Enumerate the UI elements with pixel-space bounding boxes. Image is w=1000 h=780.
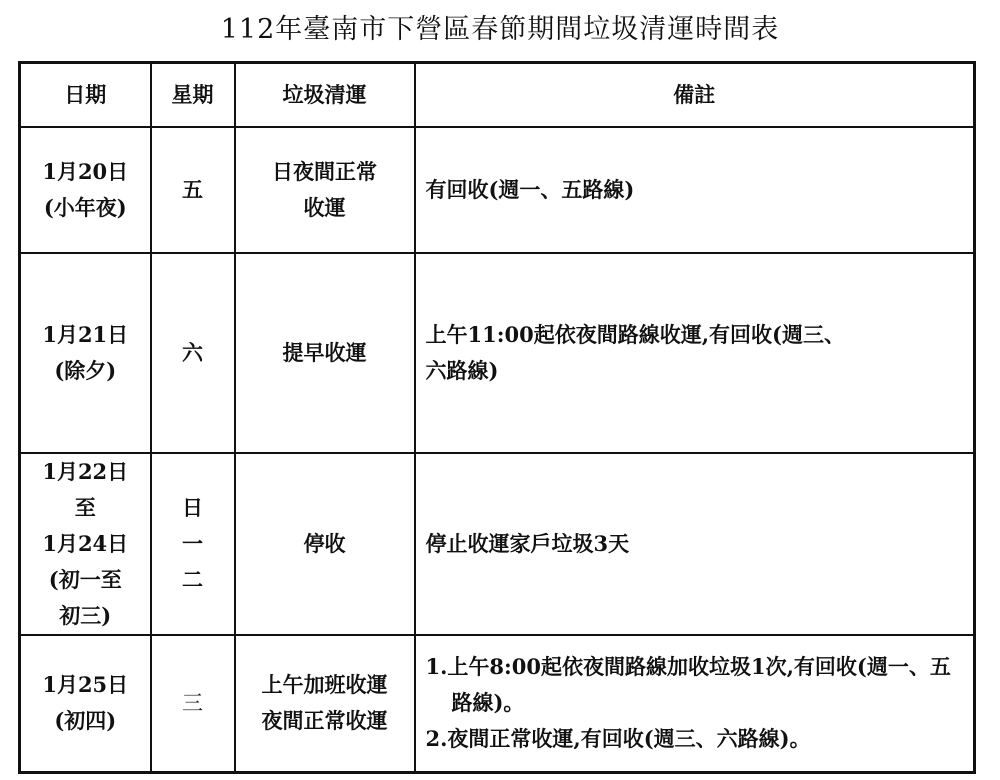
date-line: (小年夜) xyxy=(43,194,127,220)
collection-cell xyxy=(235,253,415,453)
collection-cell xyxy=(235,635,415,773)
table-row xyxy=(20,127,975,253)
date-line: 1月21日 xyxy=(42,321,129,347)
collection-line: 收運 xyxy=(303,194,346,220)
date-line: (初四) xyxy=(54,708,117,734)
collection-line: 提早收運 xyxy=(282,339,367,365)
date-cell xyxy=(20,635,151,773)
weekday-cell xyxy=(151,635,235,773)
weekday-line: 二 xyxy=(182,566,203,592)
collection-cell xyxy=(235,453,415,635)
header-collection: 垃圾清運 xyxy=(235,63,415,127)
date-line: 1月25日 xyxy=(42,672,129,698)
weekday-line: 五 xyxy=(182,176,203,202)
note-line: 上午11:00起依夜間路線收運,有回收(週三、 xyxy=(425,321,845,347)
weekday-cell xyxy=(151,453,235,635)
note-cell xyxy=(415,127,975,253)
table-header-row xyxy=(20,63,975,127)
header-weekday: 星期 xyxy=(151,63,235,127)
table-row xyxy=(20,453,975,635)
weekday-line: 三 xyxy=(182,691,203,716)
page-title: 112年臺南市下營區春節期間垃圾清運時間表 xyxy=(220,14,780,45)
date-line: 至 xyxy=(74,494,96,520)
note-item: 2.夜間正常收運,有回收(週三、六路線)。 xyxy=(425,726,811,752)
date-line: 1月22日 xyxy=(42,458,129,484)
collection-line: 停收 xyxy=(303,530,346,556)
schedule-table xyxy=(18,61,976,774)
header-note: 備註 xyxy=(415,63,975,127)
collection-line: 上午加班收運 xyxy=(261,672,388,698)
header-date: 日期 xyxy=(20,63,151,127)
date-line: (初一至 xyxy=(48,566,122,592)
weekday-cell xyxy=(151,127,235,253)
weekday-cell xyxy=(151,253,235,453)
collection-line: 夜間正常收運 xyxy=(261,708,388,734)
note-line: 停止收運家戶垃圾3天 xyxy=(425,530,630,556)
date-line: (除夕) xyxy=(54,357,117,383)
note-line: 六路線) xyxy=(425,357,499,383)
note-item: 1.上午8:00起依夜間路線加收垃圾1次,有回收(週一、五路線)。 xyxy=(425,654,951,716)
date-cell xyxy=(20,127,151,253)
date-cell xyxy=(20,253,151,453)
note-cell xyxy=(415,253,975,453)
date-cell xyxy=(20,453,151,635)
note-cell xyxy=(415,453,975,635)
note-line: 有回收(週一、五路線) xyxy=(425,176,635,202)
weekday-line: 六 xyxy=(182,339,203,365)
weekday-line: 一 xyxy=(182,530,203,556)
date-line: 初三) xyxy=(59,602,112,628)
weekday-line: 日 xyxy=(182,494,203,520)
table-row xyxy=(20,253,975,453)
collection-cell xyxy=(235,127,415,253)
table-row xyxy=(20,635,975,773)
note-cell xyxy=(415,635,975,773)
collection-line: 日夜間正常 xyxy=(272,158,377,184)
date-line: 1月20日 xyxy=(42,158,129,184)
date-line: 1月24日 xyxy=(42,530,129,556)
